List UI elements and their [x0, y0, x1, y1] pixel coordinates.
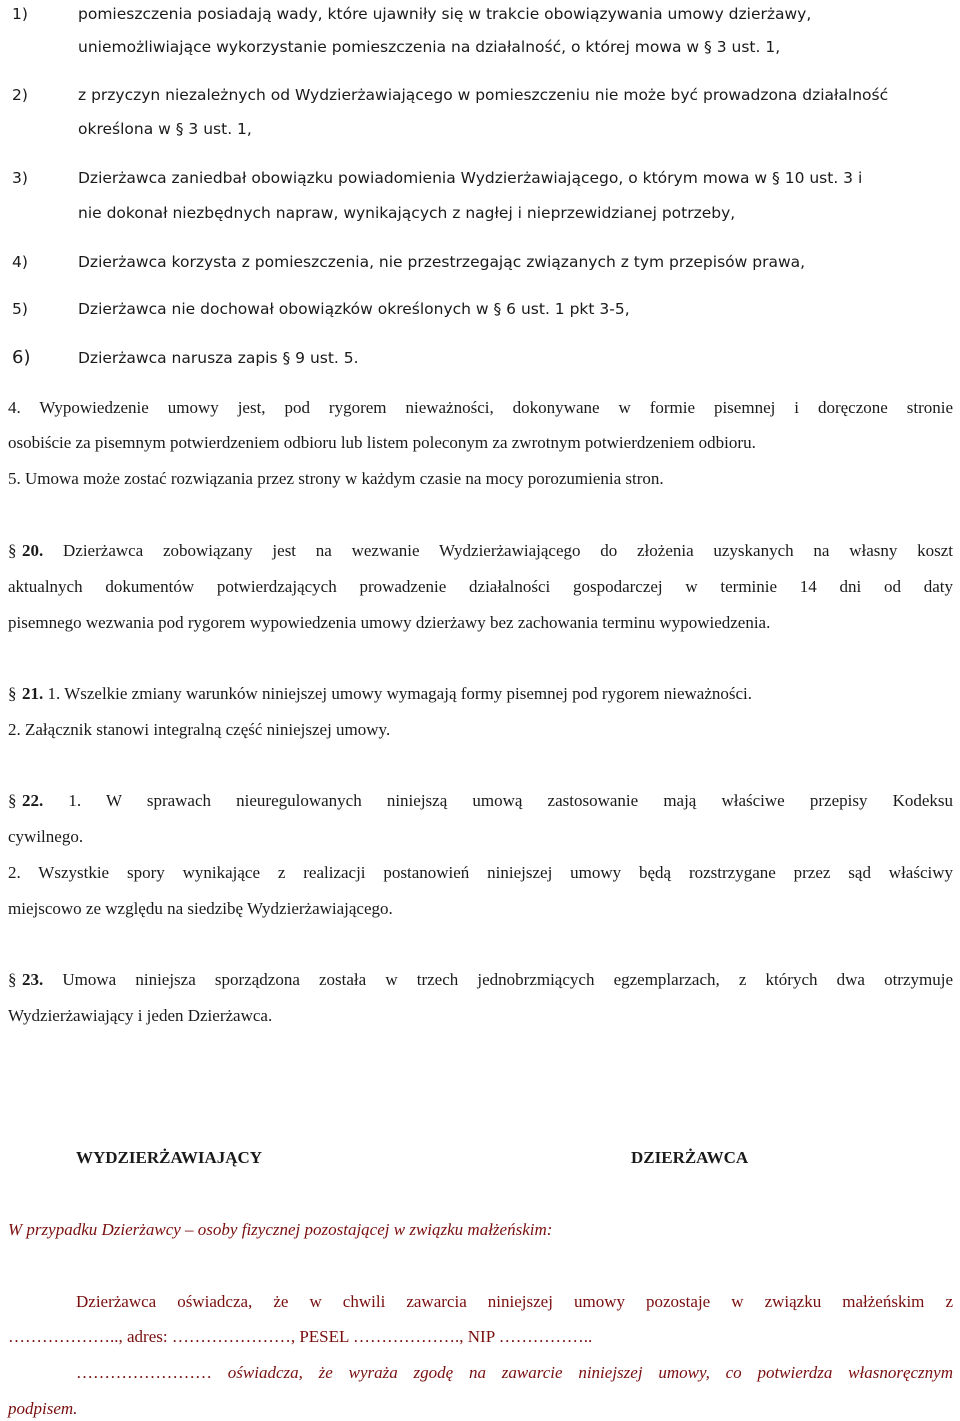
section-text: 1. W sprawach nieuregulowanych niniejszą umową zastosowanie mają właściwe przepisy Kodeksu — [68, 791, 954, 810]
marital-line-1: Dzierżawca oświadcza, że w chwili zawarcia niniejszej umowy pozostaje w związku małżeńskim z — [76, 1292, 953, 1311]
section-20-line-1 — [8, 540, 953, 562]
section-21-line-2: 2. Załącznik stanowi integralną część niniejszej umowy. — [8, 720, 391, 739]
marital-line-4: podpisem. — [8, 1399, 78, 1418]
list-text: z przyczyn niezależnych od Wydzierżawiającego w pomieszczeniu nie może być prowadzona działalność — [78, 86, 889, 104]
section-symbol: § — [8, 791, 17, 810]
section-symbol: § — [8, 970, 17, 989]
list-text: Dzierżawca nie dochował obowiązków określonych w § 6 ust. 1 pkt 3-5, — [78, 300, 630, 318]
section-21-line-1 — [8, 683, 752, 705]
list-text: pomieszczenia posiadają wady, które ujawniły się w trakcie obowiązywania umowy dzierżawy, — [78, 5, 812, 23]
section-22-line-1 — [8, 790, 953, 812]
marital-name-placeholder: …………………… — [76, 1363, 212, 1382]
list-item-2-continuation: określona w § 3 ust. 1, — [78, 120, 252, 138]
section-text: 1. Wszelkie zmiany warunków niniejszej umowy wymagają formy pisemnej pod rygorem nieważności. — [47, 684, 753, 703]
list-text: Dzierżawca zaniedbał obowiązku powiadomienia Wydzierżawiającego, o którym mowa w § 10 ust. 3 i — [78, 169, 863, 187]
marital-line-2: ……………….., adres: …………………, PESEL ………………., NIP …………….. — [8, 1327, 593, 1346]
list-number: 3) — [12, 169, 28, 187]
paragraph-4-line-2: osobiście za pisemnym potwierdzeniem odbioru lub listem poleconym za zwrotnym potwierdzeniem odbioru. — [8, 433, 756, 452]
section-text: Dzierżawca zobowiązany jest na wezwanie Wydzierżawiającego do złożenia uzyskanych na własny koszt — [63, 541, 953, 560]
section-23-line-2: Wydzierżawiający i jeden Dzierżawca. — [8, 1006, 273, 1025]
list-number: 6) — [12, 347, 31, 368]
list-number: 5) — [12, 300, 28, 318]
list-item-1-continuation: uniemożliwiające wykorzystanie pomieszczenia na działalność, o której mowa w § 3 ust. 1, — [78, 38, 781, 56]
list-item-3-continuation: nie dokonał niezbędnych napraw, wynikających z nagłej i nieprzewidzianej potrzeby, — [78, 204, 736, 222]
list-number: 1) — [12, 5, 28, 23]
section-text: Umowa niniejsza sporządzona została w trzech jednobrzmiących egzemplarzach, z których dwa otrzymuje — [62, 970, 954, 989]
list-text: Dzierżawca korzysta z pomieszczenia, nie przestrzegając związanych z tym przepisów prawa, — [78, 253, 806, 271]
paragraph-4-line-1: 4. Wypowiedzenie umowy jest, pod rygorem nieważności, dokonywane w formie pisemnej i doręczone stronie — [8, 398, 953, 417]
section-22-line-2: cywilnego. — [8, 827, 84, 846]
section-20-line-3: pisemnego wezwania pod rygorem wypowiedzenia umowy dzierżawy bez zachowania terminu wypowiedzenia. — [8, 613, 771, 632]
section-20-line-2: aktualnych dokumentów potwierdzających prowadzenie działalności gospodarczej w terminie 14 dni od daty — [8, 577, 953, 596]
marital-heading: W przypadku Dzierżawcy – osoby fizycznej pozostającej w związku małżeńskim: — [8, 1220, 553, 1239]
section-number: 21. — [22, 684, 44, 703]
section-symbol: § — [8, 541, 17, 560]
list-text: Dzierżawca narusza zapis § 9 ust. 5. — [78, 349, 359, 367]
section-22-line-4: miejscowo ze względu na siedzibę Wydzierżawiającego. — [8, 899, 393, 918]
marital-line-3 — [76, 1362, 953, 1384]
section-number: 23. — [22, 970, 44, 989]
section-22-line-3: 2. Wszystkie spory wynikające z realizacji postanowień niniejszej umowy będą rozstrzygane przez sąd właściwy — [8, 863, 953, 882]
paragraph-5: 5. Umowa może zostać rozwiązania przez strony w każdym czasie na mocy porozumienia stron. — [8, 469, 664, 488]
section-symbol: § — [8, 684, 17, 703]
signature-lessor-label: WYDZIERŻAWIAJĄCY — [76, 1148, 263, 1167]
list-number: 2) — [12, 86, 28, 104]
list-number: 4) — [12, 253, 28, 271]
section-number: 22. — [22, 791, 44, 810]
section-23-line-1 — [8, 969, 953, 991]
section-number: 20. — [22, 541, 44, 560]
marital-consent-text: oświadcza, że wyraża zgodę na zawarcie niniejszej umowy, co potwierdza własnoręcznym — [227, 1363, 953, 1382]
signature-lessee-label: DZIERŻAWCA — [631, 1148, 749, 1167]
